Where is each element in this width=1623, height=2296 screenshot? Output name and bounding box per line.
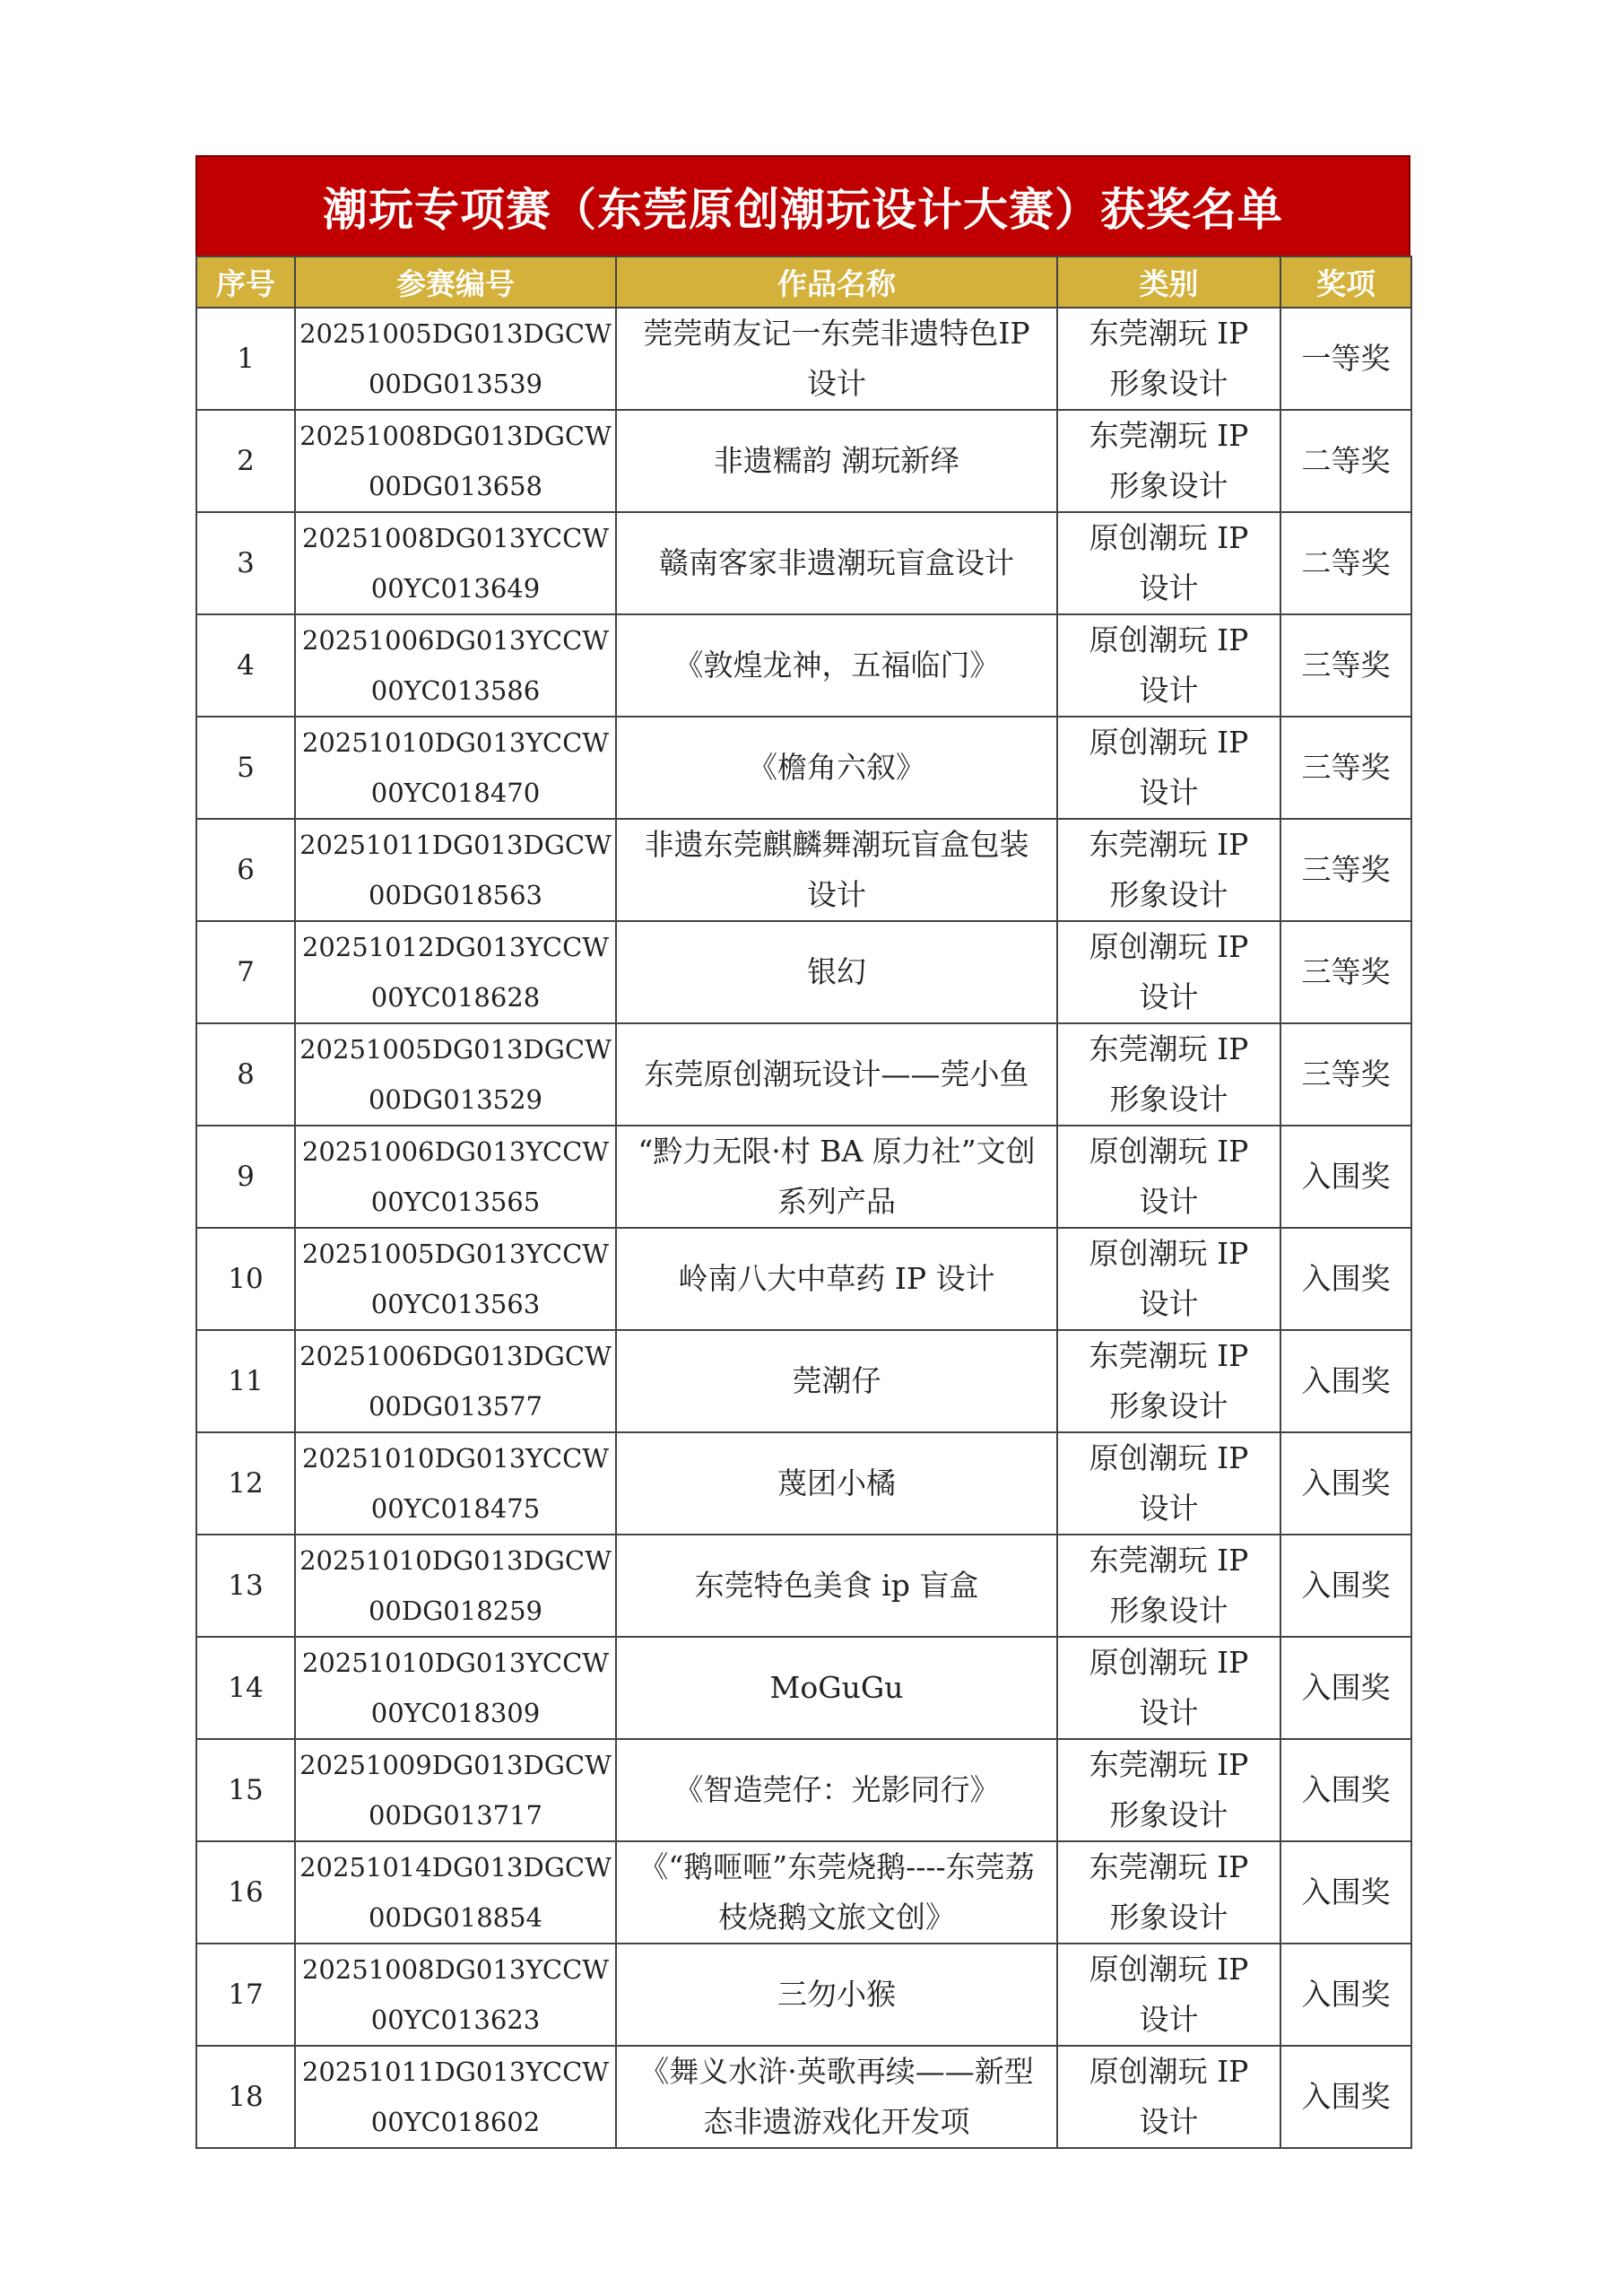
category-line1: 东莞潮玩 IP <box>1089 1849 1249 1884</box>
row-index: 8 <box>196 1023 295 1126</box>
entry-code-line1: 20251010DG013YCCW <box>301 1648 610 1678</box>
entry-code <box>295 1023 616 1126</box>
category <box>1057 410 1280 512</box>
category-line1: 原创潮玩 IP <box>1089 622 1249 657</box>
table-row <box>196 717 1411 819</box>
category-line2: 设计 <box>1139 1695 1199 1730</box>
table-row <box>196 1023 1411 1126</box>
entry-code-line2: 00YC013649 <box>370 573 541 604</box>
award: 三等奖 <box>1280 614 1411 717</box>
entry-code-line1: 20251005DG013DGCW <box>299 318 612 349</box>
row-index: 17 <box>196 1944 295 2046</box>
award: 三等奖 <box>1280 921 1411 1023</box>
row-index: 3 <box>196 512 295 614</box>
row-index: 1 <box>196 308 295 410</box>
entry-code <box>295 512 616 614</box>
row-index: 6 <box>196 819 295 921</box>
work-name: “黔力无限·村 BA 原力社”文创系列产品 <box>616 1126 1057 1228</box>
category-line1: 原创潮玩 IP <box>1089 1645 1249 1680</box>
entry-code-line2: 00YC013565 <box>370 1187 541 1217</box>
entry-code-line2: 00YC013563 <box>370 1289 541 1319</box>
award: 入围奖 <box>1280 1637 1411 1739</box>
award: 入围奖 <box>1280 2046 1411 2148</box>
entry-code-line1: 20251010DG013YCCW <box>301 727 610 758</box>
category-line1: 原创潮玩 IP <box>1089 1440 1249 1475</box>
category <box>1057 921 1280 1023</box>
category-line1: 原创潮玩 IP <box>1089 929 1249 964</box>
work-name: MoGuGu <box>616 1637 1057 1739</box>
award: 入围奖 <box>1280 1432 1411 1535</box>
category-line2: 设计 <box>1139 673 1199 708</box>
header-work-name: 作品名称 <box>616 257 1057 308</box>
entry-code-line1: 20251009DG013DGCW <box>299 1750 612 1780</box>
entry-code-line1: 20251011DG013DGCW <box>299 830 612 860</box>
category <box>1057 2046 1280 2148</box>
table-row <box>196 2046 1411 2148</box>
entry-code <box>295 717 616 819</box>
table-row <box>196 1637 1411 1739</box>
entry-code-line1: 20251006DG013DGCW <box>299 1341 612 1371</box>
entry-code-line2: 00YC013586 <box>370 675 541 706</box>
entry-code-line1: 20251005DG013DGCW <box>299 1034 612 1065</box>
row-index: 9 <box>196 1126 295 1228</box>
work-name: 三勿小猴 <box>616 1944 1057 2046</box>
category-line2: 形象设计 <box>1109 1593 1228 1628</box>
entry-code <box>295 819 616 921</box>
entry-code <box>295 1126 616 1228</box>
category-line2: 设计 <box>1139 2002 1199 2037</box>
category-line2: 设计 <box>1139 775 1199 810</box>
category-line1: 东莞潮玩 IP <box>1089 1031 1249 1066</box>
entry-code-line2: 00DG013529 <box>368 1084 543 1115</box>
row-index: 2 <box>196 410 295 512</box>
entry-code <box>295 1330 616 1432</box>
category-line1: 东莞潮玩 IP <box>1089 827 1249 862</box>
row-index: 11 <box>196 1330 295 1432</box>
category-line2: 设计 <box>1139 2104 1199 2139</box>
entry-code-line2: 00YC013623 <box>370 2005 541 2035</box>
award: 二等奖 <box>1280 410 1411 512</box>
entry-code-line1: 20251006DG013YCCW <box>301 1136 610 1167</box>
award: 三等奖 <box>1280 1023 1411 1126</box>
work-name: 《“鹅咂咂”东莞烧鹅----东莞荔枝烧鹅文旅文创》 <box>616 1841 1057 1944</box>
header-index: 序号 <box>196 257 295 308</box>
category-line1: 原创潮玩 IP <box>1089 520 1249 555</box>
entry-code-line2: 00DG018259 <box>368 1596 543 1626</box>
table-row <box>196 1841 1411 1944</box>
category <box>1057 614 1280 717</box>
work-name: 非遗糯韵 潮玩新绎 <box>616 410 1057 512</box>
table-header-row <box>196 257 1411 308</box>
category <box>1057 308 1280 410</box>
table-row <box>196 1944 1411 2046</box>
category-line1: 原创潮玩 IP <box>1089 1952 1249 1987</box>
entry-code-line1: 20251012DG013YCCW <box>301 932 610 962</box>
table-row <box>196 1432 1411 1535</box>
category <box>1057 1023 1280 1126</box>
work-name: 《舞义水浒·英歌再续——新型态非遗游戏化开发项 <box>616 2046 1057 2148</box>
category <box>1057 1126 1280 1228</box>
table-row <box>196 1739 1411 1841</box>
entry-code-line2: 00YC018602 <box>370 2107 541 2137</box>
category-line1: 东莞潮玩 IP <box>1089 1543 1249 1578</box>
award: 入围奖 <box>1280 1535 1411 1637</box>
entry-code <box>295 2046 616 2148</box>
category-line2: 形象设计 <box>1109 1082 1228 1117</box>
work-name: 银幻 <box>616 921 1057 1023</box>
work-name: 《檐角六叙》 <box>616 717 1057 819</box>
award: 入围奖 <box>1280 1739 1411 1841</box>
entry-code <box>295 1841 616 1944</box>
work-name: 岭南八大中草药 IP 设计 <box>616 1228 1057 1330</box>
category-line2: 形象设计 <box>1109 366 1228 401</box>
entry-code-line1: 20251008DG013DGCW <box>299 421 612 451</box>
work-name: 《敦煌龙神，五福临门》 <box>616 614 1057 717</box>
table-row <box>196 819 1411 921</box>
award-table <box>195 256 1412 2149</box>
entry-code <box>295 1432 616 1535</box>
category <box>1057 1841 1280 1944</box>
entry-code <box>295 1228 616 1330</box>
category <box>1057 1637 1280 1739</box>
entry-code-line1: 20251008DG013YCCW <box>301 523 610 553</box>
entry-code <box>295 1739 616 1841</box>
category-line2: 形象设计 <box>1109 1797 1228 1832</box>
category-line2: 形象设计 <box>1109 1388 1228 1423</box>
category-line2: 形象设计 <box>1109 468 1228 503</box>
category-line1: 东莞潮玩 IP <box>1089 1747 1249 1782</box>
entry-code <box>295 308 616 410</box>
table-row <box>196 1228 1411 1330</box>
category <box>1057 512 1280 614</box>
category-line2: 设计 <box>1139 979 1199 1014</box>
award: 入围奖 <box>1280 1330 1411 1432</box>
row-index: 5 <box>196 717 295 819</box>
entry-code-line1: 20251010DG013DGCW <box>299 1545 612 1576</box>
entry-code-line1: 20251011DG013YCCW <box>301 2057 610 2087</box>
row-index: 16 <box>196 1841 295 1944</box>
entry-code-line2: 00DG013577 <box>368 1391 543 1422</box>
entry-code <box>295 921 616 1023</box>
award: 入围奖 <box>1280 1126 1411 1228</box>
row-index: 18 <box>196 2046 295 2148</box>
table-row <box>196 1126 1411 1228</box>
category-line2: 设计 <box>1139 570 1199 605</box>
entry-code-line1: 20251005DG013YCCW <box>301 1239 610 1269</box>
entry-code <box>295 1535 616 1637</box>
category-line1: 原创潮玩 IP <box>1089 725 1249 760</box>
entry-code-line2: 00DG013717 <box>368 1800 543 1831</box>
entry-code-line2: 00DG018854 <box>368 1902 543 1933</box>
entry-code-line2: 00DG013539 <box>368 369 543 399</box>
category <box>1057 1739 1280 1841</box>
award: 三等奖 <box>1280 819 1411 921</box>
award-list-document <box>195 155 1410 2149</box>
entry-code <box>295 410 616 512</box>
category-line2: 设计 <box>1139 1286 1199 1321</box>
header-entry-code: 参赛编号 <box>295 257 616 308</box>
entry-code-line2: 00YC018309 <box>370 1698 541 1728</box>
category-line2: 设计 <box>1139 1184 1199 1219</box>
entry-code-line1: 20251006DG013YCCW <box>301 625 610 656</box>
entry-code-line2: 00YC018628 <box>370 982 541 1013</box>
work-name: 蔑团小橘 <box>616 1432 1057 1535</box>
award: 二等奖 <box>1280 512 1411 614</box>
entry-code <box>295 1637 616 1739</box>
category-line2: 形象设计 <box>1109 877 1228 912</box>
entry-code-line2: 00YC018475 <box>370 1493 541 1524</box>
row-index: 7 <box>196 921 295 1023</box>
table-row <box>196 512 1411 614</box>
table-row <box>196 921 1411 1023</box>
work-name: 赣南客家非遗潮玩盲盒设计 <box>616 512 1057 614</box>
category-line1: 东莞潮玩 IP <box>1089 316 1249 351</box>
category-line1: 东莞潮玩 IP <box>1089 418 1249 453</box>
table-row <box>196 410 1411 512</box>
category-line1: 原创潮玩 IP <box>1089 2054 1249 2089</box>
category <box>1057 1228 1280 1330</box>
award: 三等奖 <box>1280 717 1411 819</box>
header-award: 奖项 <box>1280 257 1411 308</box>
row-index: 10 <box>196 1228 295 1330</box>
category-line2: 设计 <box>1139 1491 1199 1526</box>
category-line2: 形象设计 <box>1109 1900 1228 1935</box>
table-row <box>196 1330 1411 1432</box>
category-line1: 东莞潮玩 IP <box>1089 1338 1249 1373</box>
award: 入围奖 <box>1280 1944 1411 2046</box>
row-index: 14 <box>196 1637 295 1739</box>
header-category: 类别 <box>1057 257 1280 308</box>
category <box>1057 1944 1280 2046</box>
category <box>1057 1535 1280 1637</box>
entry-code-line1: 20251010DG013YCCW <box>301 1443 610 1474</box>
entry-code-line2: 00DG018563 <box>368 880 543 910</box>
table-body <box>196 308 1411 2148</box>
work-name: 东莞特色美食 ip 盲盒 <box>616 1535 1057 1637</box>
category-line1: 原创潮玩 IP <box>1089 1236 1249 1271</box>
table-row <box>196 308 1411 410</box>
category <box>1057 1330 1280 1432</box>
award: 一等奖 <box>1280 308 1411 410</box>
table-row <box>196 1535 1411 1637</box>
work-name: 东莞原创潮玩设计——莞小鱼 <box>616 1023 1057 1126</box>
table-row <box>196 614 1411 717</box>
row-index: 15 <box>196 1739 295 1841</box>
entry-code-line1: 20251014DG013DGCW <box>299 1852 612 1883</box>
award: 入围奖 <box>1280 1228 1411 1330</box>
work-name: 《智造莞仔：光影同行》 <box>616 1739 1057 1841</box>
award: 入围奖 <box>1280 1841 1411 1944</box>
document-title: 潮玩专项赛（东莞原创潮玩设计大赛）获奖名单 <box>195 155 1410 256</box>
category <box>1057 1432 1280 1535</box>
row-index: 12 <box>196 1432 295 1535</box>
entry-code <box>295 614 616 717</box>
row-index: 4 <box>196 614 295 717</box>
entry-code-line1: 20251008DG013YCCW <box>301 1954 610 1985</box>
row-index: 13 <box>196 1535 295 1637</box>
category <box>1057 819 1280 921</box>
entry-code <box>295 1944 616 2046</box>
entry-code-line2: 00YC018470 <box>370 778 541 808</box>
entry-code-line2: 00DG013658 <box>368 471 543 501</box>
work-name: 非遗东莞麒麟舞潮玩盲盒包装设计 <box>616 819 1057 921</box>
category-line1: 原创潮玩 IP <box>1089 1134 1249 1169</box>
work-name: 莞莞萌友记一东莞非遗特色IP 设计 <box>616 308 1057 410</box>
work-name: 莞潮仔 <box>616 1330 1057 1432</box>
category <box>1057 717 1280 819</box>
